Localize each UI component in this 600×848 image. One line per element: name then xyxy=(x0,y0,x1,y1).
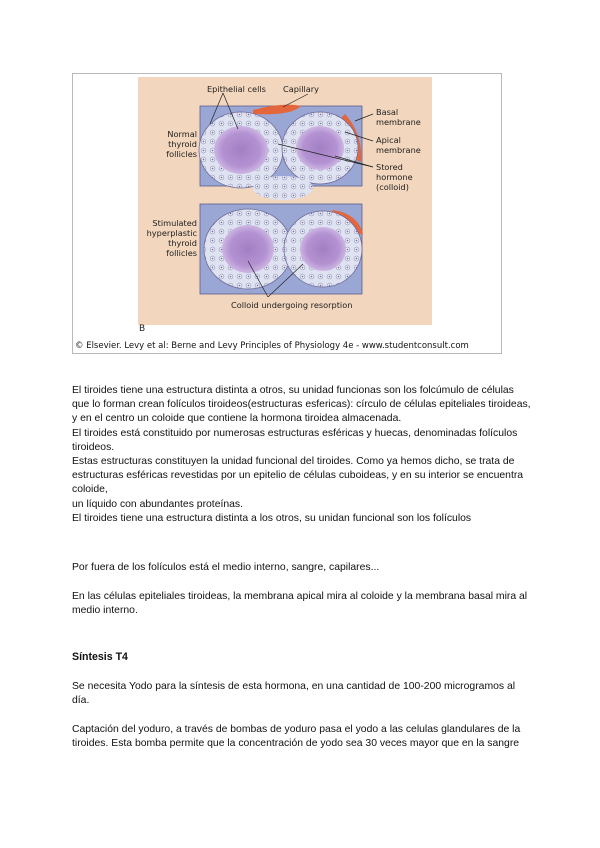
body-block-2 xyxy=(72,561,532,575)
paragraph: Captación del yoduro, a través de bombas de yoduro pasa el yodo a las celulas glandulares de la tiroides. Esta bomba permite que la concentración de yodo sea 30 veces mayor que en la sangre xyxy=(72,724,521,750)
paragraph: El tiroides tiene una estructura distinta a los otros, su unidan funcional son los folículos xyxy=(72,512,472,524)
paragraph: Estas estructuras constituyen la unidad funcional del tiroides. Como ya hemos dicho, se trata de xyxy=(72,456,515,468)
body-block-3 xyxy=(72,590,532,618)
label-normal-follicles: Normal thyroid follicles xyxy=(166,129,197,159)
label-basal-membrane: Basal membrane xyxy=(376,107,421,127)
label-epithelial-cells: Epithelial cells xyxy=(207,84,266,94)
paragraph: Por fuera de los folículos está el medio interno, sangre, capilares... xyxy=(72,562,380,573)
normal-follicles-panel xyxy=(199,105,362,200)
thyroid-figure xyxy=(72,73,502,354)
paragraph: El tiroides tiene una estructura distinta a otros, su unidad funcionas son los folcúmulo de células que lo forman crean folículos tiroideos(estructuras esfericas): círculo de células epiteliales tiroideas, y en el centro un coloide que contiene la hormona tiroidea almacenada. xyxy=(72,385,531,425)
label-apical-membrane: Apical membrane xyxy=(376,135,421,155)
follicle-diagram xyxy=(73,74,503,355)
body-block-4 xyxy=(72,680,532,708)
paragraph: Se necesita Yodo para la síntesis de esta hormona, en una cantidad de 100-200 microgramos al día. xyxy=(72,681,516,707)
paragraph: estructuras esféricas revestidas por un epitelio de células cuboideas, y en su interior se encuentra coloide, xyxy=(72,470,524,496)
paragraph: un líquido con abundantes proteínas. xyxy=(72,498,243,510)
paragraph: El tiroides está constituido por numerosas estructuras esféricas y huecas, denominadas folículos tiroideos. xyxy=(72,427,518,453)
label-colloid-resorption: Colloid undergoing resorption xyxy=(231,300,353,310)
label-stimulated-follicles: Stimulated hyperplastic thyroid follicles xyxy=(146,218,197,258)
label-capillary: Capillary xyxy=(283,84,319,94)
figure-credit: © Elsevier. Levy et al: Berne and Levy Principles of Physiology 4e - www.studentconsult.com xyxy=(75,341,469,351)
section-heading: Síntesis T4 xyxy=(72,651,128,663)
body-block-5 xyxy=(72,723,532,751)
label-stored-hormone: Stored hormone (colloid) xyxy=(376,162,413,192)
panel-letter: B xyxy=(139,324,146,334)
stimulated-follicles-panel xyxy=(200,204,363,294)
paragraph: En las células epiteliales tiroideas, la membrana apical mira al coloide y la membrana basal mira al medio interno. xyxy=(72,591,528,617)
body-block-1 xyxy=(72,384,532,526)
